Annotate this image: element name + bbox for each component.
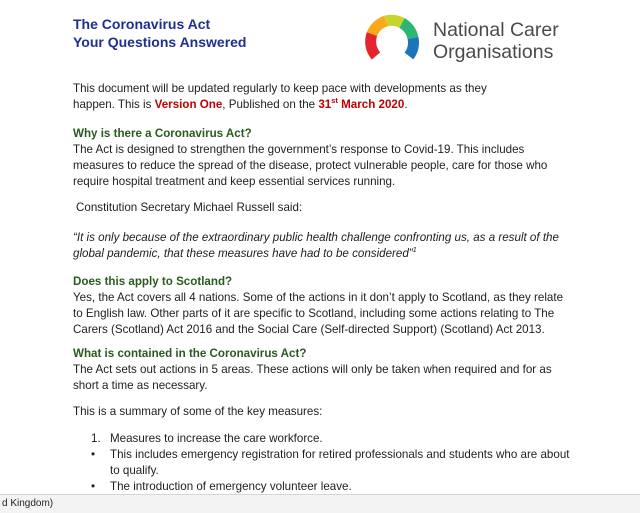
intro-paragraph (73, 81, 578, 113)
contained-line: short a time as necessary. (73, 379, 208, 392)
scotland-line: Carers (Scotland) Act 2016 and the Social Care (Self-directed Support) (Scotland) Act 2013. (73, 323, 545, 336)
scotland-line: to English law. Other parts of it are specific to Scotland, including some actions relating to The (73, 307, 555, 320)
why-heading: Why is there a Coronavirus Act? (73, 127, 252, 140)
intro-line-1: This document will be updated regularly to keep pace with developments as they (73, 82, 487, 95)
contained-line: The Act sets out actions in 5 areas. These actions will only be taken when required and for as (73, 363, 552, 376)
logo-wordmark (433, 19, 559, 63)
intro-line-2 (73, 97, 578, 113)
list-item-text: Measures to increase the care workforce. (110, 432, 323, 445)
logo-line-1: National Carer (433, 19, 559, 41)
status-language[interactable]: d Kingdom) (2, 498, 54, 509)
status-bar (0, 494, 640, 513)
why-line: The Act is designed to strengthen the government’s response to Covid-19. This includes (73, 143, 525, 156)
scotland-heading: Does this apply to Scotland? (73, 275, 233, 288)
logo-line-2: Organisations (433, 41, 554, 63)
intro-text: , Published on the (222, 98, 319, 111)
title-line-1: The Coronavirus Act (73, 16, 211, 32)
document-title (73, 15, 246, 51)
quote-block (73, 230, 578, 262)
quote-line: “It is only because of the extraordinary public health challenge confronting us, as a result of the (73, 231, 559, 244)
contained-body (73, 362, 578, 394)
intro-text: . (404, 98, 408, 111)
scotland-line: Yes, the Act covers all 4 nations. Some of the actions in it don’t apply to Scotland, as they relate (73, 291, 564, 304)
quote-line: global pandemic, that these measures have had to be considered”$^1$ (73, 245, 417, 260)
bullet-icon: • (91, 480, 96, 493)
list-item-text: This includes emergency registration for retired professionals and students who are about to qualify. (110, 448, 570, 477)
bullet-icon: • (91, 448, 96, 461)
why-line: measures to reduce the spread of the disease, protect vulnerable people, care for those who (73, 159, 548, 172)
footnote-ref: 1 (412, 245, 417, 254)
summary-line: This is a summary of some of the key measures: (73, 405, 323, 418)
publish-date: 31st March 2020 (318, 96, 405, 111)
intro-text: happen. This is (73, 98, 155, 111)
list-item-text: The introduction of emergency volunteer leave. (110, 480, 352, 493)
why-body (73, 142, 578, 190)
why-line: require hospital treatment and keep essential services running. (73, 175, 396, 188)
scotland-body (73, 290, 578, 338)
version-label: Version One (154, 98, 223, 111)
list-number: 1. (91, 432, 101, 445)
title-line-2: Your Questions Answered (73, 34, 247, 50)
contained-heading: What is contained in the Coronavirus Act? (73, 347, 307, 360)
said-line: Constitution Secretary Michael Russell said: (76, 201, 303, 214)
